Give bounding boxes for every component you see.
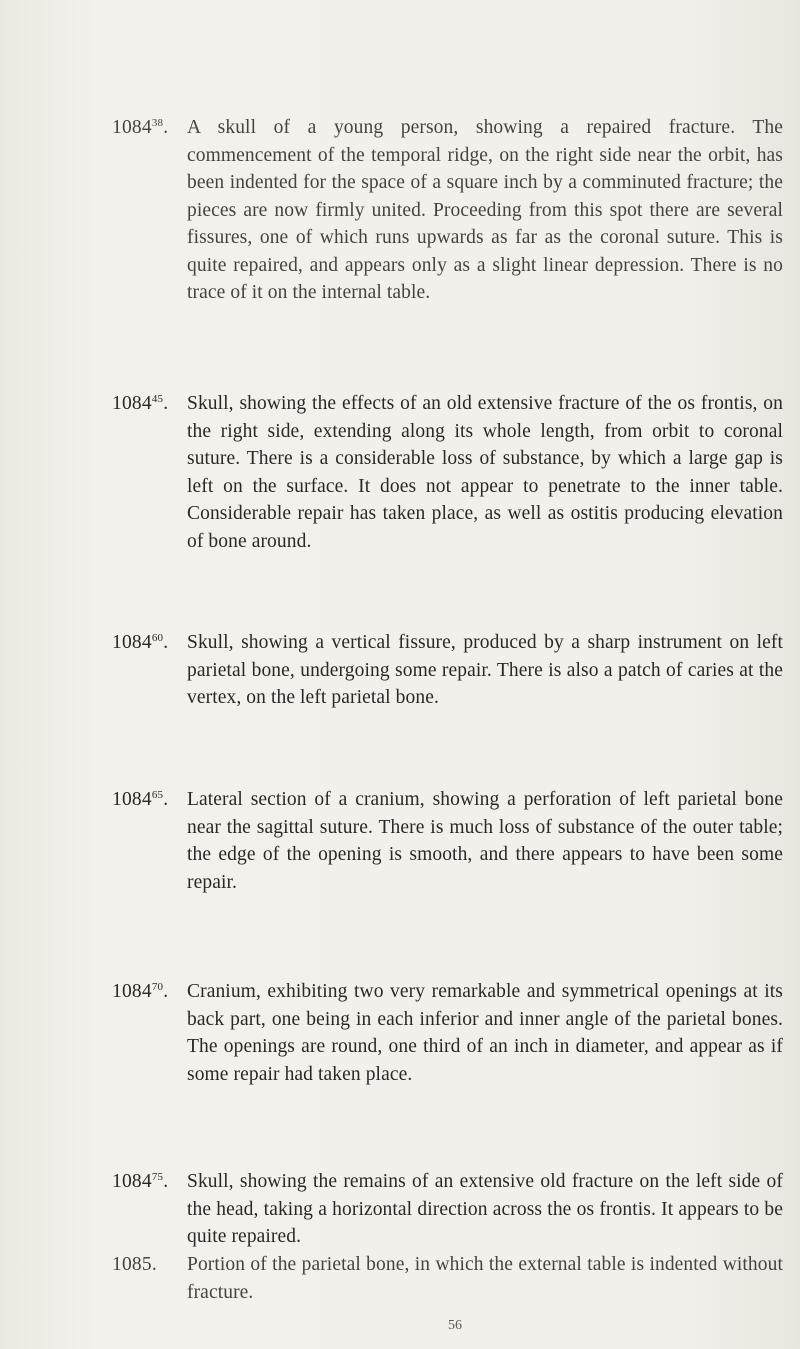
entry-number: 1084$^{45}$. (112, 393, 169, 414)
entry-number: 1084$^{60}$. (112, 632, 169, 653)
entry-description: Skull, showing a vertical fissure, produced by a sharp instrument on left parietal bone, undergoing some repair. There is also a patch of caries at the vertex, on the left parietal bone. (187, 632, 783, 708)
entry-number: 1084$^{38}$. (112, 117, 169, 138)
entry-description: Skull, showing the remains of an extensive old fracture on the left side of the head, taking a horizontal direction across the os frontis. It appears to be quite repaired. (187, 1171, 783, 1247)
entry-description: Cranium, exhibiting two very remarkable and symmetrical openings at its back part, one being in each inferior and inner angle of the parietal bones. The openings are round, one third of an inch in diameter, and appear as if some repair had taken place. (187, 981, 783, 1085)
entry-description: Lateral section of a cranium, showing a perforation of left parietal bone near the sagittal suture. There is much loss of substance of the outer table; the edge of the opening is smooth, and there appears to have been some repair. (187, 789, 783, 893)
page-number: 56 (448, 1318, 462, 1333)
entry-description: A skull of a young person, showing a repaired fracture. The commencement of the temporal ridge, on the right side near the orbit, has been indented for the space of a square inch by a comminuted fracture; the pieces are now firmly united. Proceeding from this spot there are several fissures, one of which runs upwards as far as the coronal suture. This is quite repaired, and appears only as a slight linear depression. There is no trace of it on the internal table. (187, 117, 783, 303)
entry-number: 1085. (112, 1254, 157, 1275)
entry-description: Skull, showing the effects of an old extensive fracture of the os frontis, on the right side, extending along its whole length, from orbit to coronal suture. There is a considerable loss of substance, by which a large gap is left on the surface. It does not appear to penetrate to the inner table. Considerable repair has taken place, as well as ostitis producing elevation of bone around. (187, 393, 783, 552)
entry-description: Portion of the parietal bone, in which the external table is indented without fracture. (187, 1254, 783, 1303)
entry-number: 1084$^{65}$. (112, 789, 169, 810)
entry-number: 1084$^{75}$. (112, 1171, 169, 1192)
entry-number: 1084$^{70}$. (112, 981, 169, 1002)
